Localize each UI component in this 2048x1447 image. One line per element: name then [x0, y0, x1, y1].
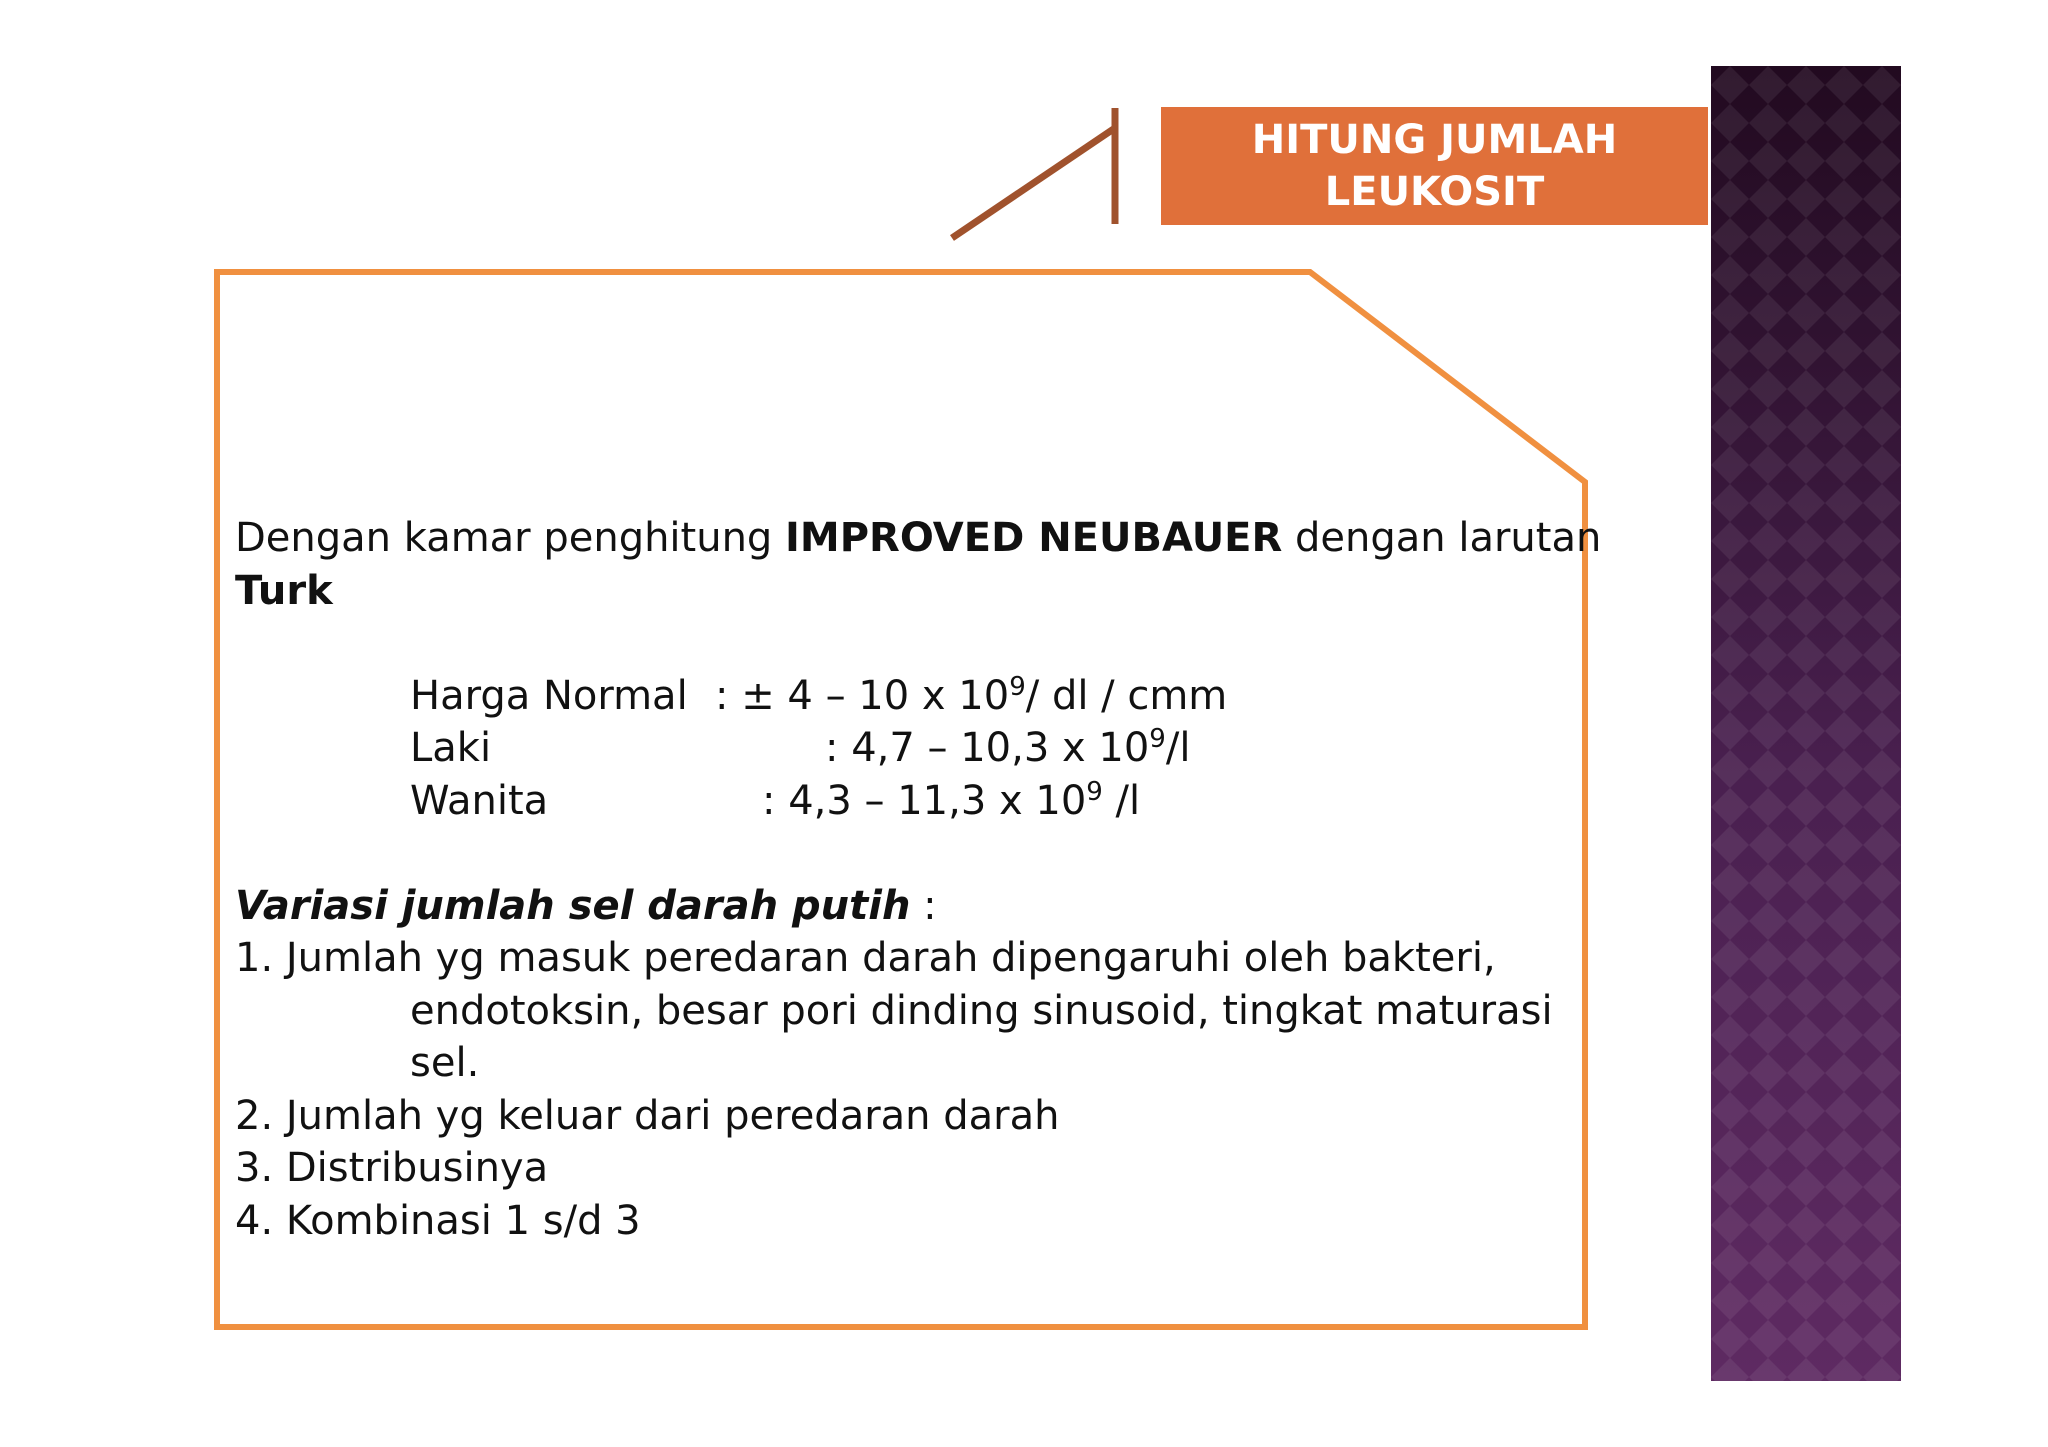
list-item-1-continuation: endotoksin, besar pori dinding sinusoid, tingkat maturasi: [410, 987, 1553, 1034]
normal-value: : ± 4 – 10 x 10: [715, 672, 1010, 719]
slide-title: HITUNG JUMLAH LEUKOSIT: [1251, 117, 1618, 215]
intro-line: [235, 512, 1602, 565]
intro-bold-end: Turk: [235, 567, 333, 614]
slide-body: [235, 512, 1602, 1247]
normal-exponent: 9: [1009, 671, 1026, 702]
male-label: Laki: [410, 725, 492, 771]
male-exponent: 9: [1149, 724, 1166, 754]
normal-value-row: [235, 670, 1535, 723]
female-exponent: 9: [1086, 776, 1103, 807]
male-value-row: [235, 722, 1535, 775]
male-value: : 4,7 – 10,3 x 10: [825, 725, 1150, 771]
intro-text: Dengan kamar penghitung: [235, 515, 786, 561]
normal-unit: / dl / cmm: [1025, 672, 1228, 719]
list-item-1: 1. Jumlah yg masuk peredaran darah dipengaruhi oleh bakteri,: [235, 935, 1496, 981]
intro-bold-term: IMPROVED NEUBAUER: [785, 515, 1283, 561]
variation-heading-line: [235, 880, 1535, 933]
female-value-row: [235, 775, 1535, 828]
list-item-3: 3. Distribusinya: [235, 1145, 549, 1191]
variation-heading: Variasi jumlah sel darah putih: [235, 882, 911, 929]
female-unit: /l: [1102, 777, 1141, 824]
list-item-4: 4. Kombinasi 1 s/d 3: [235, 1197, 641, 1244]
female-value: : 4,3 – 11,3 x 10: [762, 777, 1087, 824]
list-item-1-continuation-end: sel.: [410, 1040, 480, 1086]
normal-label: Harga Normal: [410, 672, 688, 719]
female-label: Wanita: [410, 777, 549, 824]
male-unit: /l: [1165, 725, 1191, 771]
intro-suffix: dengan larutan: [1282, 515, 1602, 561]
variation-colon: :: [910, 882, 937, 929]
list-item-2: 2. Jumlah yg keluar dari peredaran darah: [235, 1092, 1060, 1139]
